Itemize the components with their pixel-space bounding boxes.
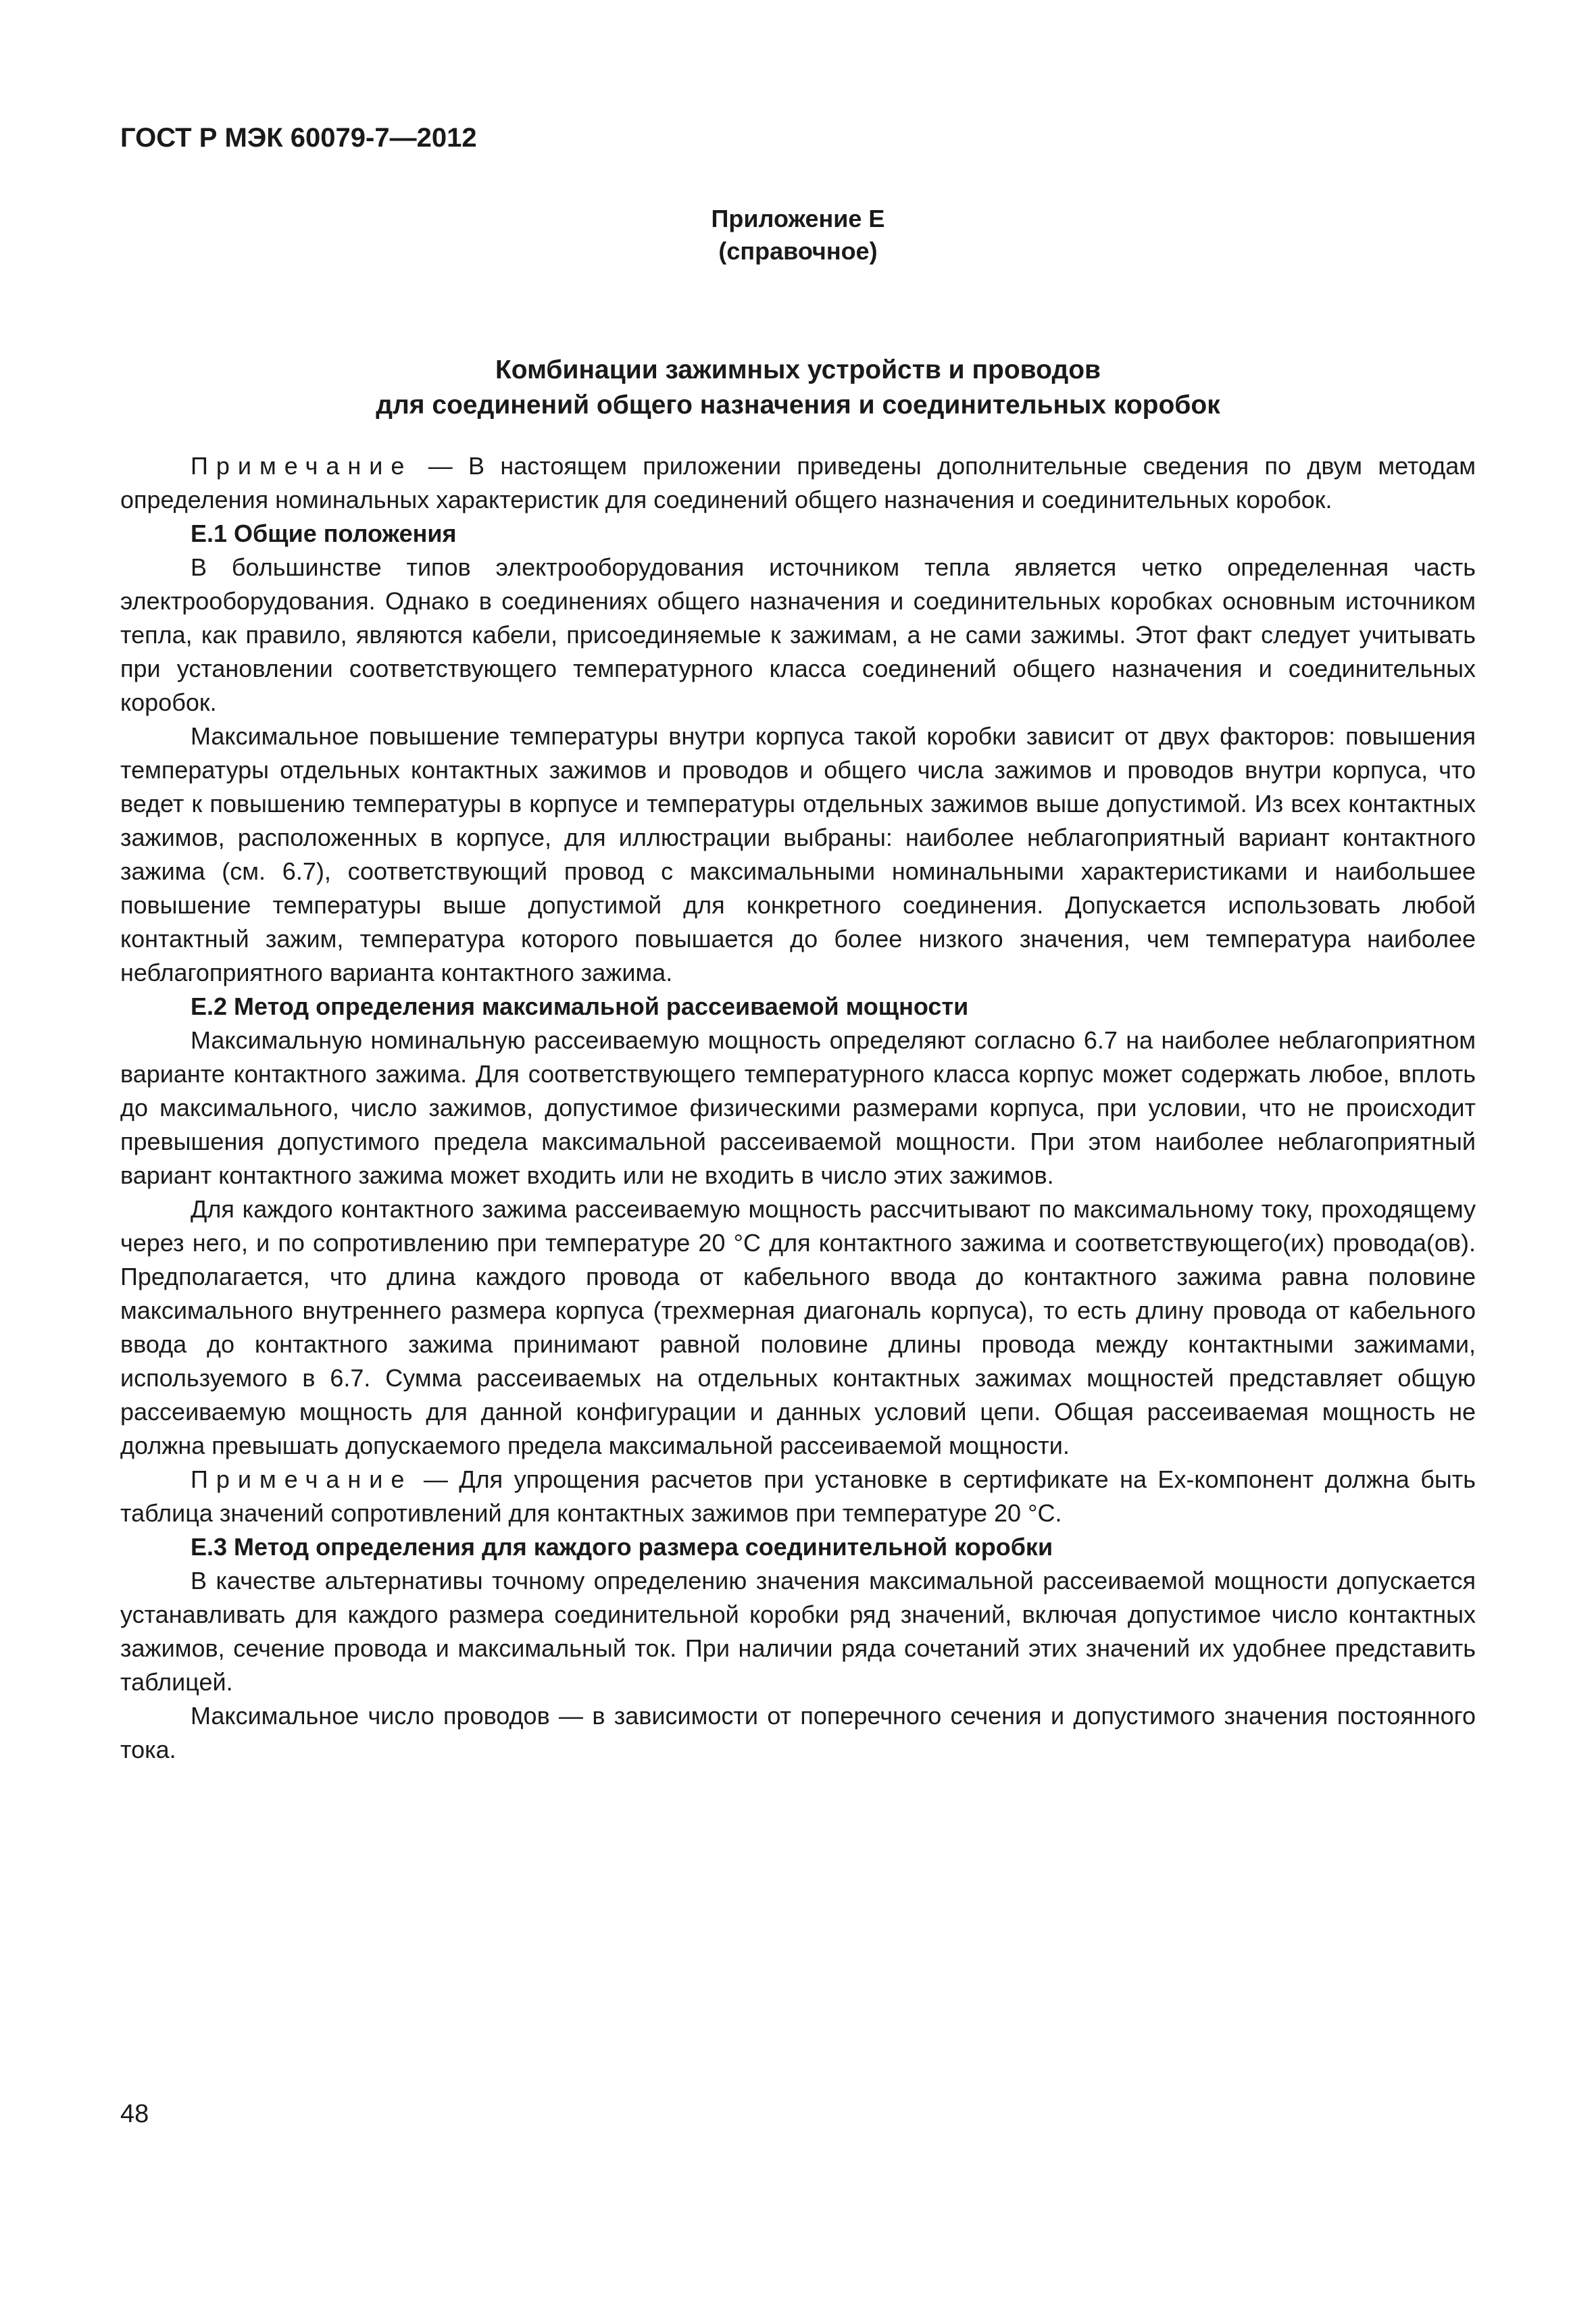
section-e3-title: Е.3 Метод определения для каждого размера соединительной коробки xyxy=(191,1533,1053,1561)
section-e2-note xyxy=(120,1463,1476,1530)
section-e3-paragraph-1: В качестве альтернативы точному определению значения максимальной рассеиваемой мощности допускается устанавливать для каждого размера соединительной коробки ряд значений, включая допустимое число контактных зажимов, сечение провода и максимальный ток. При наличии ряда сочетаний этих значений их удобнее представить таблицей. xyxy=(120,1567,1476,1696)
section-e3-paragraph-2: Максимальное число проводов — в зависимости от поперечного сечения и допустимого значения постоянного тока. xyxy=(120,1702,1476,1763)
document-title-line-2: для соединений общего назначения и соединительных коробок xyxy=(376,391,1220,420)
document-title xyxy=(0,353,1596,423)
appendix-status: (справочное) xyxy=(718,237,878,265)
section-e2-note-label: Примечание xyxy=(191,1465,413,1493)
document-body xyxy=(120,449,1476,1767)
section-e1-paragraph-1: В большинстве типов электрооборудования источником тепла является четко определенная часть электрооборудования. Однако в соединениях общего назначения и соединительных коробках основным источником тепла, как правило, являются кабели, присоединяемые к зажимам, а не сами зажимы. Этот факт следует учитывать при установлении соответствующего температурного класса соединений общего назначения и соединительных коробок. xyxy=(120,553,1476,716)
appendix-heading xyxy=(0,203,1596,268)
section-e1-paragraph-2: Максимальное повышение температуры внутри корпуса такой коробки зависит от двух факторов: повышения температуры отдельных контактных зажимов и проводов и общего числа зажимов и проводов внутри корпуса, что ведет к повышению температуры в корпусе и температуры отдельных зажимов выше допустимой. Из всех контактных зажимов, расположенных в корпусе, для иллюстрации выбраны: наиболее неблагоприятный вариант контактного зажима (см. 6.7), соответствующий провод с максимальными номинальными характеристиками и наибольшее повышение температуры выше допустимой для конкретного соединения. Допускается использовать любой контактный зажим, температура которого повышается до более низкого значения, чем температура наиболее неблагоприятного варианта контактного зажима. xyxy=(120,722,1476,986)
page-number: 48 xyxy=(120,2100,149,2128)
section-e2-paragraph-2: Для каждого контактного зажима рассеиваемую мощность рассчитывают по максимальному току, проходящему через него, и по сопротивлению при температуре 20 °С для контактного зажима и соответствующего(их) провода(ов). Предполагается, что длина каждого провода от кабельного ввода до контактного зажима равна половине максимального внутреннего размера корпуса (трехмерная диагональ корпуса), то есть длину провода от кабельного ввода до контактного зажима принимают равной половине длины провода между контактными зажимами, используемого в 6.7. Сумма рассеиваемых на отдельных контактных зажимах мощностей представляет общую рассеиваемую мощность для данной конфигурации и данных условий цепи. Общая рассеиваемая мощность не должна превышать допускаемого предела максимальной рассеиваемой мощности. xyxy=(120,1195,1476,1459)
note-paragraph xyxy=(120,449,1476,517)
note-text: — В настоящем приложении приведены дополнительные сведения по двум методам определения номинальных характеристик для соединений общего назначения и соединительных коробок. xyxy=(120,452,1476,513)
appendix-title: Приложение Е xyxy=(711,205,885,232)
section-e1-title: Е.1 Общие положения xyxy=(191,520,457,547)
section-e2-title: Е.2 Метод определения максимальной рассеиваемой мощности xyxy=(191,992,969,1020)
section-e2-paragraph-1: Максимальную номинальную рассеиваемую мощность определяют согласно 6.7 на наиболее неблагоприятном варианте контактного зажима. Для соответствующего температурного класса корпус может содержать любое, вплоть до максимального, число зажимов, допустимое физическими размерами корпуса, при условии, что не происходит превышения допустимого предела максимальной рассеиваемой мощности. При этом наиболее неблагоприятный вариант контактного зажима может входить или не входить в число этих зажимов. xyxy=(120,1026,1476,1189)
section-e2-note-text: — Для упрощения расчетов при установке в сертификате на Ex-компонент должна быть таблица значений сопротивлений для контактных зажимов при температуре 20 °С. xyxy=(120,1465,1476,1527)
document-title-line-1: Комбинации зажимных устройств и проводов xyxy=(495,355,1101,384)
note-label: Примечание xyxy=(191,452,413,480)
document-code-header: ГОСТ Р МЭК 60079-7—2012 xyxy=(120,123,477,153)
